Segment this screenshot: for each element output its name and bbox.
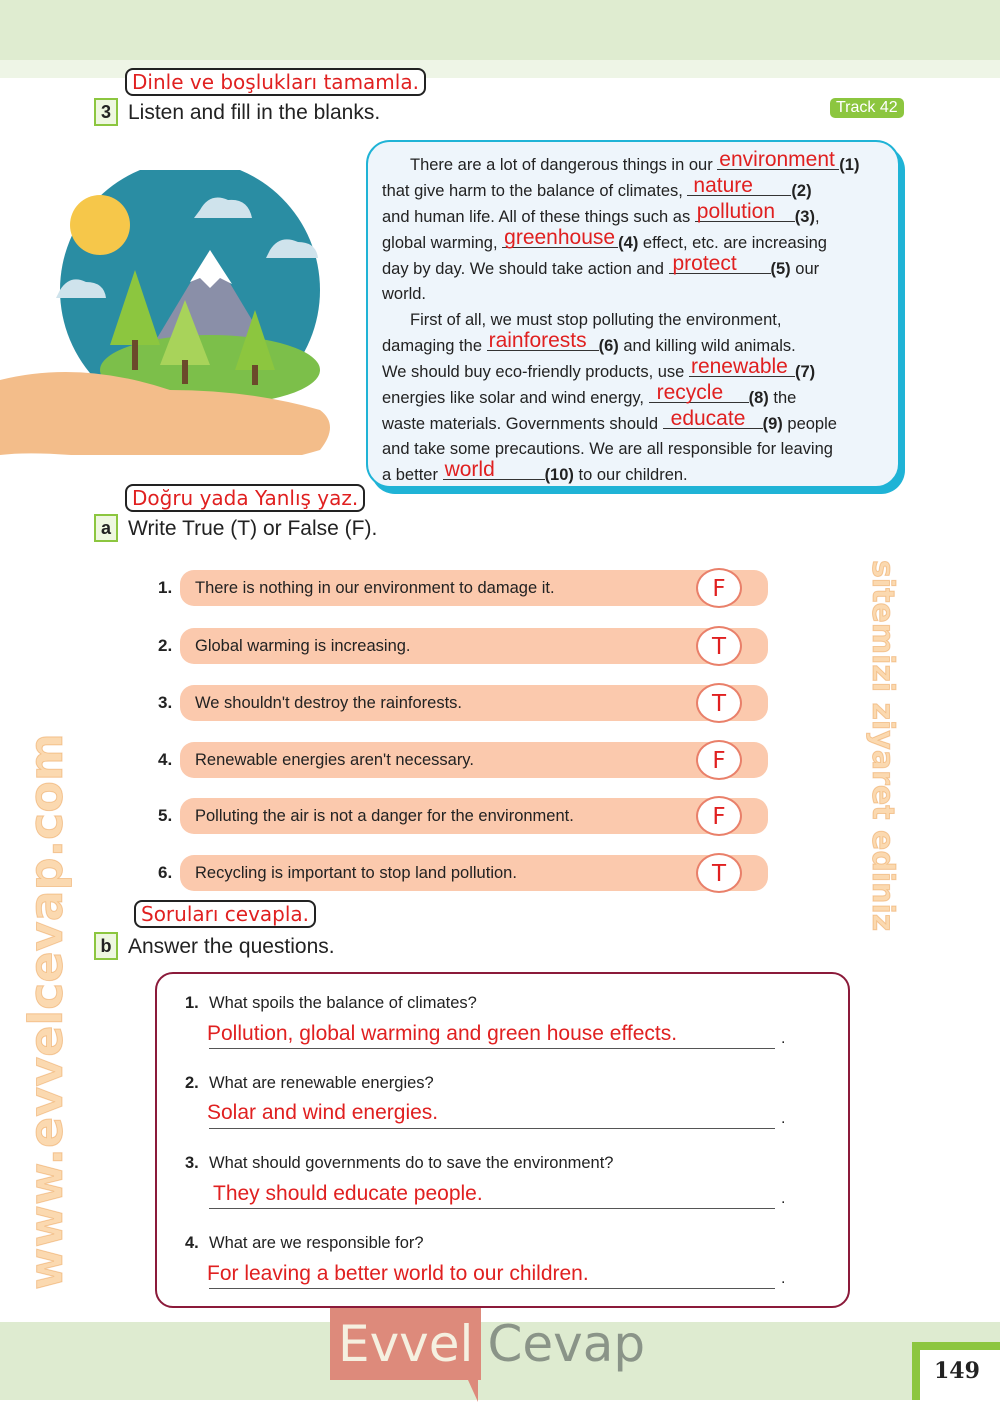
passage-text: We should buy eco-friendly products, use <box>382 362 685 381</box>
statement: Polluting the air is not a danger for the environment. <box>180 798 768 834</box>
answer-text[interactable]: Pollution, global warming and green house effects. <box>207 1022 678 1045</box>
passage-text: energies like solar and wind energy, <box>382 388 645 407</box>
question-text: What spoils the balance of climates? <box>209 994 477 1012</box>
answer-10: world <box>444 458 495 482</box>
passage-text: our <box>795 260 820 279</box>
watermark-url: www.evvelcevap.com <box>19 733 73 1290</box>
blank-number: (6) <box>598 336 619 355</box>
passage-text: There are a lot of dangerous things in our <box>410 156 713 174</box>
answer-circle[interactable]: T <box>696 683 742 723</box>
tf-item <box>158 855 770 891</box>
tf-item <box>158 628 770 664</box>
question-number: 1. <box>185 994 199 1012</box>
blank-number: (4) <box>618 234 639 253</box>
blank-5[interactable] <box>669 252 771 276</box>
passage-text: to our children. <box>578 466 688 485</box>
blank-8[interactable] <box>649 380 749 404</box>
passage-text: , <box>814 208 820 227</box>
answer-6: rainforests <box>488 328 587 352</box>
passage-text: global warming, <box>382 234 498 253</box>
blank-2[interactable] <box>687 174 791 198</box>
fill-in-blanks-passage <box>366 140 900 488</box>
statement: Global warming is increasing. <box>180 628 768 664</box>
question-number: 2. <box>185 1074 199 1092</box>
section-letter: a <box>94 514 118 542</box>
statement: Renewable energies aren't necessary. <box>180 742 768 778</box>
answer-4: greenhouse <box>504 226 616 250</box>
answer-5: protect <box>672 252 737 276</box>
question-number: 4. <box>185 1234 199 1252</box>
passage-text: and human life. All of these things such as <box>382 208 691 227</box>
item-number: 1. <box>158 578 173 597</box>
answer-9: educate <box>670 406 746 430</box>
blank-number: (2) <box>791 182 812 201</box>
section-number: 3 <box>94 98 118 126</box>
section-letter: b <box>94 932 118 960</box>
question-number: 3. <box>185 1154 199 1172</box>
track-badge: Track 42 <box>830 98 904 118</box>
answer-3: pollution <box>696 200 776 224</box>
period: . <box>781 1110 786 1127</box>
logo-part2: Cevap <box>487 1315 646 1373</box>
answer-line <box>209 1048 775 1049</box>
answer-line <box>209 1288 775 1289</box>
answer-circle[interactable]: F <box>696 796 742 836</box>
handwritten-instruction: Soruları cevapla. <box>134 900 316 928</box>
passage-text: damaging the <box>382 336 482 355</box>
evvelcevap-logo <box>330 1308 645 1380</box>
passage-text: First of all, we must stop polluting the environment, <box>410 310 782 329</box>
blank-6[interactable] <box>487 328 599 352</box>
question <box>185 1154 613 1173</box>
period: . <box>781 1270 786 1287</box>
statement: There is nothing in our environment to damage it. <box>180 570 768 606</box>
questions-box <box>155 972 850 1308</box>
passage-text: people <box>787 414 837 433</box>
environment-illustration <box>0 170 360 455</box>
answer-line <box>209 1208 775 1209</box>
answer-circle[interactable]: F <box>696 568 742 608</box>
blank-7[interactable] <box>689 354 795 378</box>
statement: We shouldn't destroy the rainforests. <box>180 685 768 721</box>
answer-8: recycle <box>656 380 724 404</box>
blank-number: (3) <box>794 208 815 227</box>
answer-7: renewable <box>690 354 788 378</box>
page-number: 149 <box>912 1342 1000 1400</box>
answer-line <box>209 1128 775 1129</box>
blank-3[interactable] <box>695 200 795 224</box>
tf-item <box>158 742 770 778</box>
tf-item <box>158 798 770 834</box>
question <box>185 994 477 1013</box>
passage-text: world. <box>382 285 427 304</box>
section-title: Answer the questions. <box>128 935 335 958</box>
question <box>185 1234 424 1253</box>
passage-text: day by day. We should take action and <box>382 260 664 279</box>
sun-icon <box>70 195 130 255</box>
question-text: What are renewable energies? <box>209 1074 434 1092</box>
passage-text: the <box>773 388 797 407</box>
answer-circle[interactable]: T <box>696 626 742 666</box>
question-text: What are we responsible for? <box>209 1234 424 1252</box>
answer-text[interactable]: For leaving a better world to our children. <box>207 1262 589 1285</box>
section-title: Write True (T) or False (F). <box>128 517 378 540</box>
answer-circle[interactable]: F <box>696 740 742 780</box>
blank-number: (9) <box>762 414 783 433</box>
period: . <box>781 1190 786 1207</box>
passage-text: and killing wild animals. <box>623 336 796 355</box>
item-number: 5. <box>158 806 173 825</box>
answer-circle[interactable]: T <box>696 853 742 893</box>
passage-text: that give harm to the balance of climates, <box>382 182 683 201</box>
answer-text[interactable]: They should educate people. <box>213 1182 483 1205</box>
blank-4[interactable] <box>502 226 618 250</box>
handwritten-instruction: Doğru yada Yanlış yaz. <box>125 484 365 512</box>
watermark-note: sitemizi ziyaret ediniz <box>865 560 900 932</box>
top-band <box>0 0 1000 60</box>
period: . <box>781 1030 786 1047</box>
handwritten-instruction: Dinle ve boşlukları tamamla. <box>125 68 426 96</box>
blank-1[interactable] <box>717 148 839 171</box>
item-number: 2. <box>158 636 173 655</box>
tf-item <box>158 570 770 606</box>
logo-part1: Evvel <box>330 1308 481 1380</box>
item-number: 6. <box>158 863 173 882</box>
blank-number: (8) <box>748 388 769 407</box>
tf-item <box>158 685 770 721</box>
statement: Recycling is important to stop land pollution. <box>180 855 768 891</box>
passage-text: and take some precautions. We are all responsible for leaving <box>382 440 833 459</box>
blank-number: (7) <box>794 362 816 381</box>
answer-1: environment <box>719 148 835 171</box>
blank-number: (1) <box>839 156 860 174</box>
passage-text: a better <box>382 466 438 485</box>
question-text: What should governments do to save the environment? <box>209 1154 614 1172</box>
answer-2: nature <box>693 174 753 198</box>
section-title: Listen and fill in the blanks. <box>128 101 381 124</box>
blank-10[interactable] <box>443 458 545 482</box>
question <box>185 1074 434 1093</box>
answer-text[interactable]: Solar and wind energies. <box>207 1101 439 1124</box>
item-number: 3. <box>158 693 173 712</box>
passage-text: effect, etc. are increasing <box>642 234 827 253</box>
item-number: 4. <box>158 750 173 769</box>
blank-number: (5) <box>770 260 791 279</box>
blank-9[interactable] <box>663 406 763 430</box>
blank-number: (10) <box>544 466 574 485</box>
passage-text: waste materials. Governments should <box>382 414 659 433</box>
